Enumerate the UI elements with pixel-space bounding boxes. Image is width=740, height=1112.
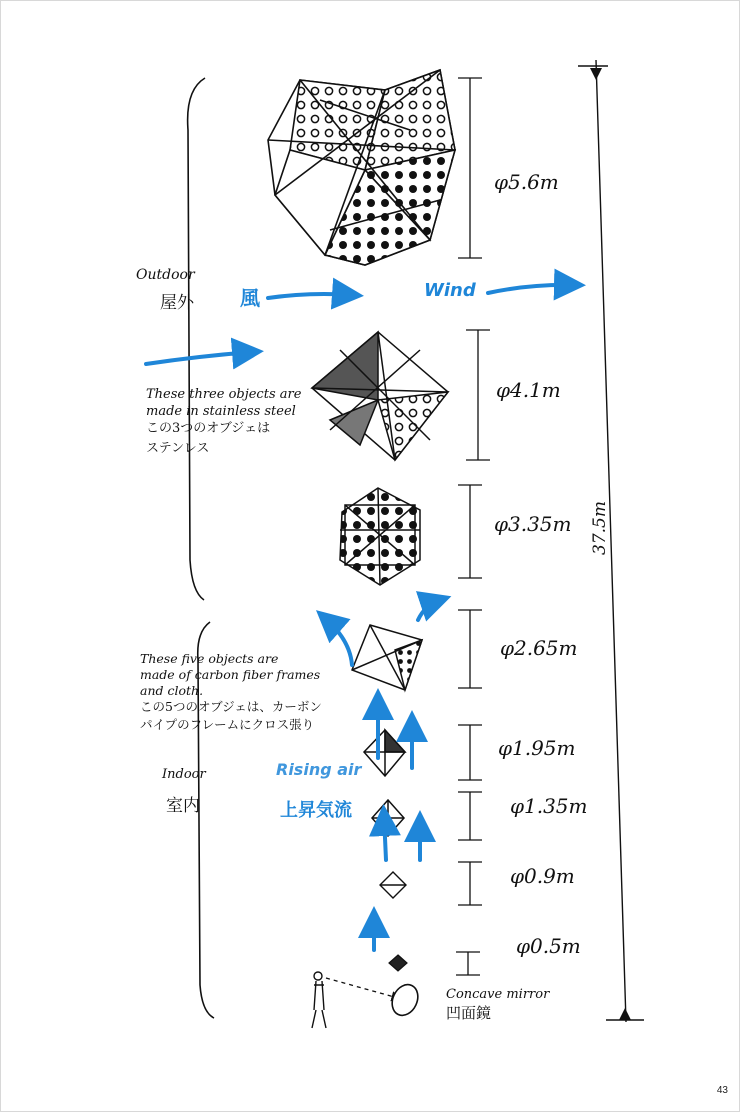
diameter-label-1: φ5.6m: [494, 170, 559, 194]
carbon-note-line-3: and cloth.: [140, 683, 204, 698]
outdoor-bracket: [188, 78, 205, 600]
page-number: 43: [716, 1085, 728, 1096]
carbon-note-line-1: These five objects are: [140, 651, 279, 666]
person-figure: [312, 972, 326, 1028]
object-3-35m: [340, 488, 420, 585]
object-0-5m: [389, 955, 407, 971]
concave-mirror: [387, 980, 422, 1019]
carbon-note-line-2: made of carbon fiber frames: [140, 667, 321, 682]
diameter-label-3: φ3.35m: [494, 512, 572, 536]
diameter-label-8: φ0.5m: [516, 934, 581, 958]
dimension-lines: [456, 78, 490, 975]
mirror-label: Concave mirror: [446, 987, 550, 1002]
steel-note-line-3: この3つのオブジェは: [146, 421, 271, 436]
carbon-note-line-4: この5つのオブジェは、カーボン: [140, 699, 322, 714]
total-height-label: 37.5m: [590, 501, 610, 555]
outdoor-label: Outdoor: [136, 267, 195, 283]
object-5-6m: [268, 70, 455, 265]
diameter-label-4: φ2.65m: [500, 636, 578, 660]
steel-note-line-1: These three objects are: [146, 387, 302, 402]
diameter-label-6: φ1.35m: [510, 794, 588, 818]
object-1-95m: [364, 730, 405, 776]
sight-line: [326, 978, 398, 998]
steel-note-line-4: ステンレス: [146, 441, 210, 456]
rising-air-jp-label: 上昇気流: [280, 800, 352, 821]
indoor-label: Indoor: [162, 767, 206, 782]
object-0-9m: [380, 872, 406, 898]
wind-en-label: Wind: [424, 280, 476, 301]
object-4-1m: [312, 332, 448, 460]
diameter-label-7: φ0.9m: [510, 864, 575, 888]
object-2-65m: [352, 625, 422, 690]
diameter-label-5: φ1.95m: [498, 736, 576, 760]
mirror-jp-label: 凹面鏡: [446, 1004, 492, 1022]
rising-air-label: Rising air: [276, 760, 362, 779]
total-height-dimension: [578, 60, 644, 1022]
carbon-note-line-5: パイプのフレームにクロス張り: [140, 717, 315, 732]
steel-note-line-2: made in stainless steel: [146, 404, 296, 419]
object-1-35m: [372, 800, 404, 836]
indoor-jp-label: 室内: [166, 796, 200, 816]
outdoor-jp-label: 屋外: [160, 293, 194, 313]
wind-jp-label: 風: [240, 286, 260, 310]
diameter-label-2: φ4.1m: [496, 378, 561, 402]
